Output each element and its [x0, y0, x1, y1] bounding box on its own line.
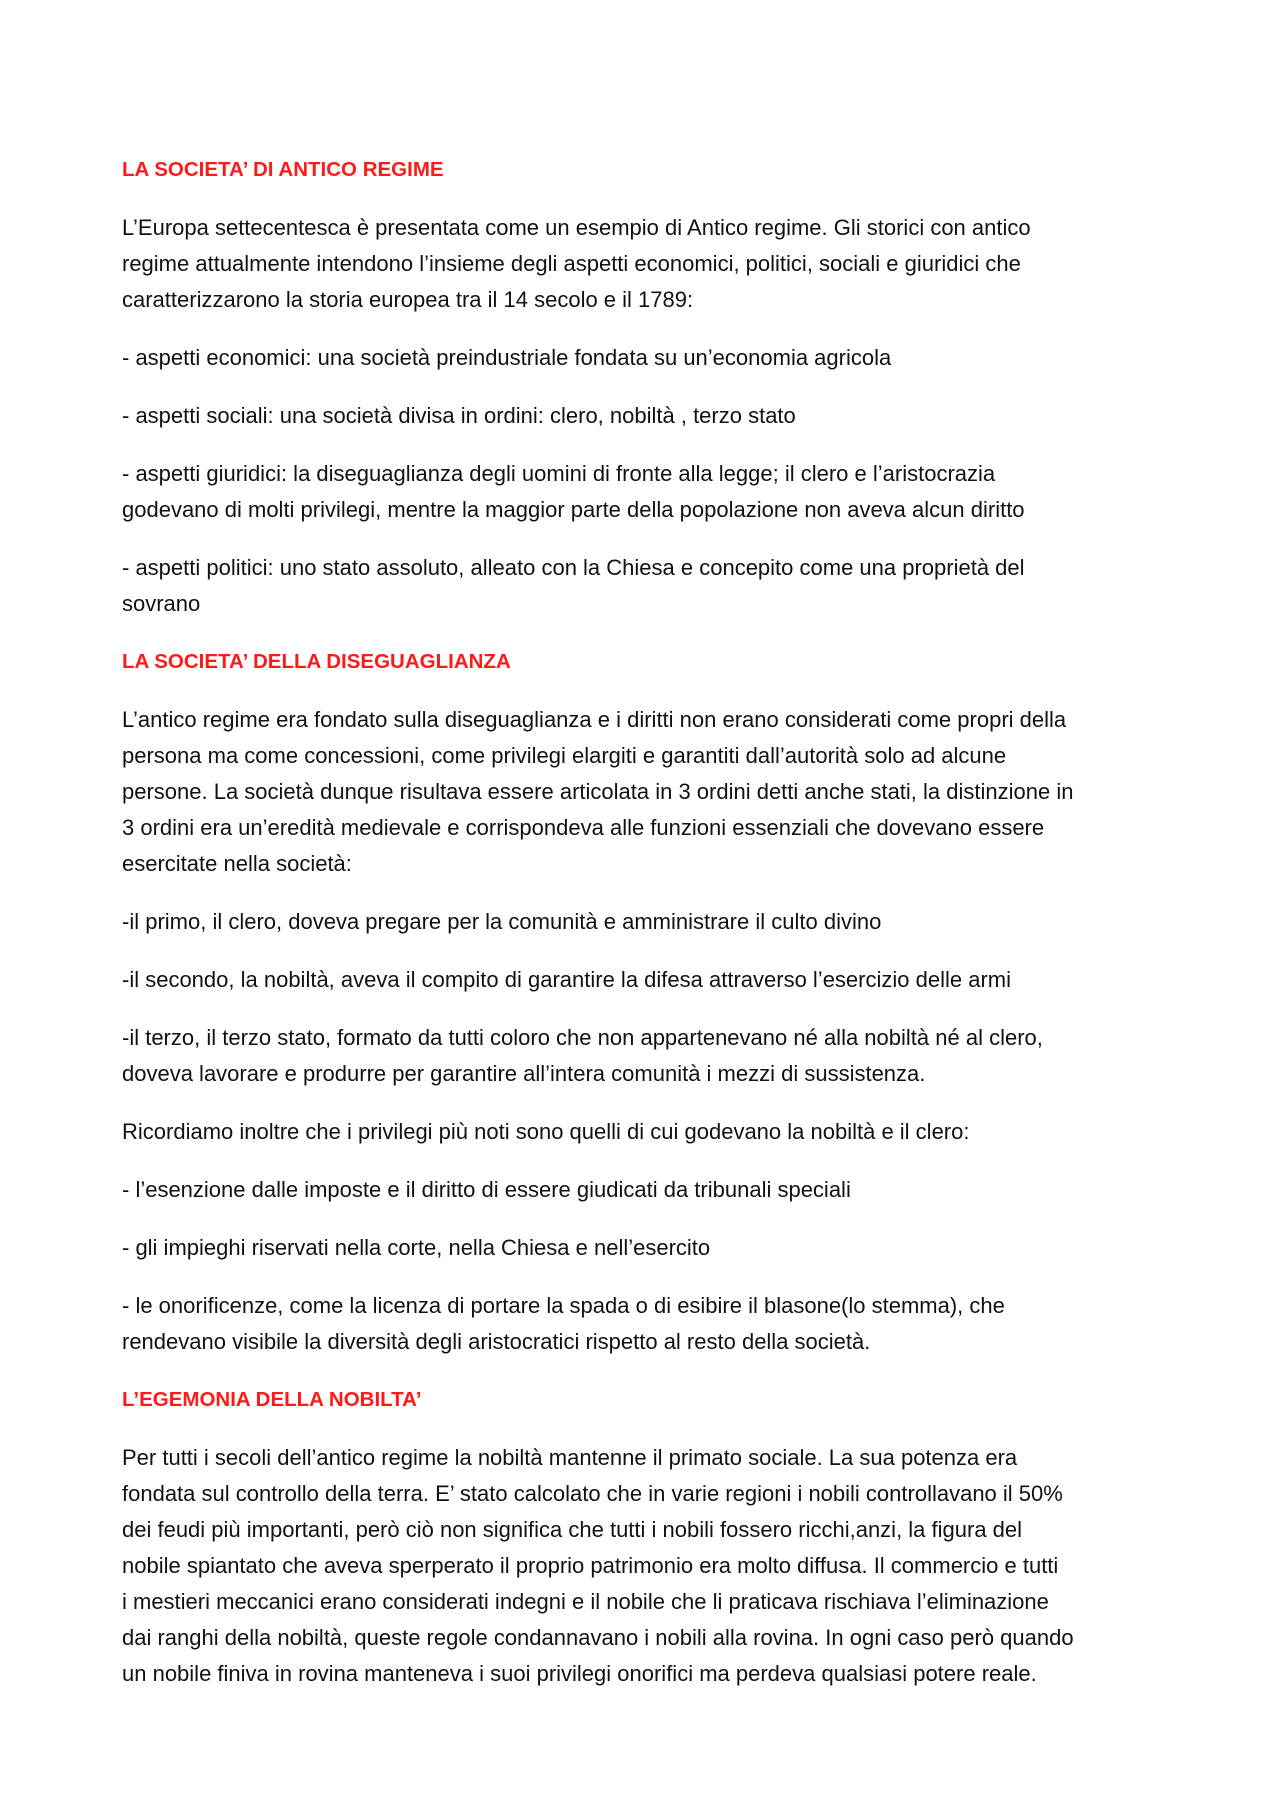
text-line: esercitate nella società: [122, 851, 352, 876]
text-line: regime attualmente intendono l’insieme degli aspetti economici, politici, sociali e giuridici che [122, 251, 1021, 276]
text-line: persone. La società dunque risultava essere articolata in 3 ordini detti anche stati, la distinzione in [122, 779, 1074, 804]
list-item-terzo [122, 1020, 1172, 1092]
text-line: persona ma come concessioni, come privilegi elargiti e garantiti dall’autorità solo ad alcune [122, 743, 1007, 768]
text-line: godevano di molti privilegi, mentre la maggior parte della popolazione non aveva alcun diritto [122, 497, 1025, 522]
list-item-social [122, 398, 1172, 434]
text-line: Per tutti i secoli dell’antico regime la nobiltà mantenne il primato sociale. La sua potenza era [122, 1445, 1018, 1470]
document-page [122, 152, 1172, 1714]
list-item-onorificenze [122, 1288, 1172, 1360]
list-item-political [122, 550, 1172, 622]
section-heading-antico-regime [122, 152, 1172, 188]
heading-text: LA SOCIETA’ DELLA DISEGUAGLIANZA [122, 650, 511, 673]
list-item-secondo [122, 962, 1172, 998]
paragraph-diseguaglianza [122, 702, 1172, 882]
text-line: - aspetti giuridici: la diseguaglianza degli uomini di fronte alla legge; il clero e l’aristocrazia [122, 461, 996, 486]
paragraph-intro [122, 210, 1172, 318]
text-line: nobile spiantato che aveva sperperato il proprio patrimonio era molto diffusa. Il commercio e tutti [122, 1553, 1059, 1578]
text-line: - l’esenzione dalle imposte e il diritto di essere giudicati da tribunali speciali [122, 1177, 851, 1202]
text-line: dei feudi più importanti, però ciò non significa che tutti i nobili fossero ricchi,anzi, la figura del [122, 1517, 1023, 1542]
text-line: fondata sul controllo della terra. E’ stato calcolato che in varie regioni i nobili controllavano il 50% [122, 1481, 1063, 1506]
heading-text: LA SOCIETA’ DI ANTICO REGIME [122, 158, 444, 181]
list-item-esenzione [122, 1172, 1172, 1208]
text-line: - aspetti economici: una società preindustriale fondata su un’economia agricola [122, 345, 892, 370]
section-heading-egemonia [122, 1382, 1172, 1418]
text-line: -il terzo, il terzo stato, formato da tutti coloro che non appartenevano né alla nobiltà né al clero, [122, 1025, 1043, 1050]
text-line: - le onorificenze, come la licenza di portare la spada o di esibire il blasone(lo stemma), che [122, 1293, 1005, 1318]
text-line: L’Europa settecentesca è presentata come un esempio di Antico regime. Gli storici con antico [122, 215, 1031, 240]
text-line: doveva lavorare e produrre per garantire all’intera comunità i mezzi di sussistenza. [122, 1061, 926, 1086]
paragraph-privilegi [122, 1114, 1172, 1150]
text-line: 3 ordini era un’eredità medievale e corrispondeva alle funzioni essenziali che dovevano essere [122, 815, 1045, 840]
text-line: - aspetti sociali: una società divisa in ordini: clero, nobiltà , terzo stato [122, 403, 796, 428]
text-line: L’antico regime era fondato sulla diseguaglianza e i diritti non erano considerati come propri della [122, 707, 1067, 732]
paragraph-egemonia [122, 1440, 1172, 1692]
text-line: un nobile finiva in rovina manteneva i suoi privilegi onorifici ma perdeva qualsiasi potere reale. [122, 1661, 1037, 1686]
text-line: -il secondo, la nobiltà, aveva il compito di garantire la difesa attraverso l’esercizio delle armi [122, 967, 1011, 992]
text-line: dai ranghi della nobiltà, queste regole condannavano i nobili alla rovina. In ogni caso però quando [122, 1625, 1074, 1650]
list-item-primo [122, 904, 1172, 940]
text-line: -il primo, il clero, doveva pregare per la comunità e amministrare il culto divino [122, 909, 882, 934]
section-heading-diseguaglianza [122, 644, 1172, 680]
text-line: Ricordiamo inoltre che i privilegi più noti sono quelli di cui godevano la nobiltà e il clero: [122, 1119, 970, 1144]
text-line: rendevano visibile la diversità degli aristocratici rispetto al resto della società. [122, 1329, 871, 1354]
text-line: i mestieri meccanici erano considerati indegni e il nobile che li praticava rischiava l’eliminazione [122, 1589, 1049, 1614]
text-line: caratterizzarono la storia europea tra il 14 secolo e il 1789: [122, 287, 694, 312]
list-item-impieghi [122, 1230, 1172, 1266]
text-line: - gli impieghi riservati nella corte, nella Chiesa e nell’esercito [122, 1235, 711, 1260]
list-item-economic [122, 340, 1172, 376]
text-line: - aspetti politici: uno stato assoluto, alleato con la Chiesa e concepito come una proprietà del [122, 555, 1025, 580]
heading-text: L’EGEMONIA DELLA NOBILTA’ [122, 1388, 422, 1411]
list-item-juridical [122, 456, 1172, 528]
text-line: sovrano [122, 591, 201, 616]
